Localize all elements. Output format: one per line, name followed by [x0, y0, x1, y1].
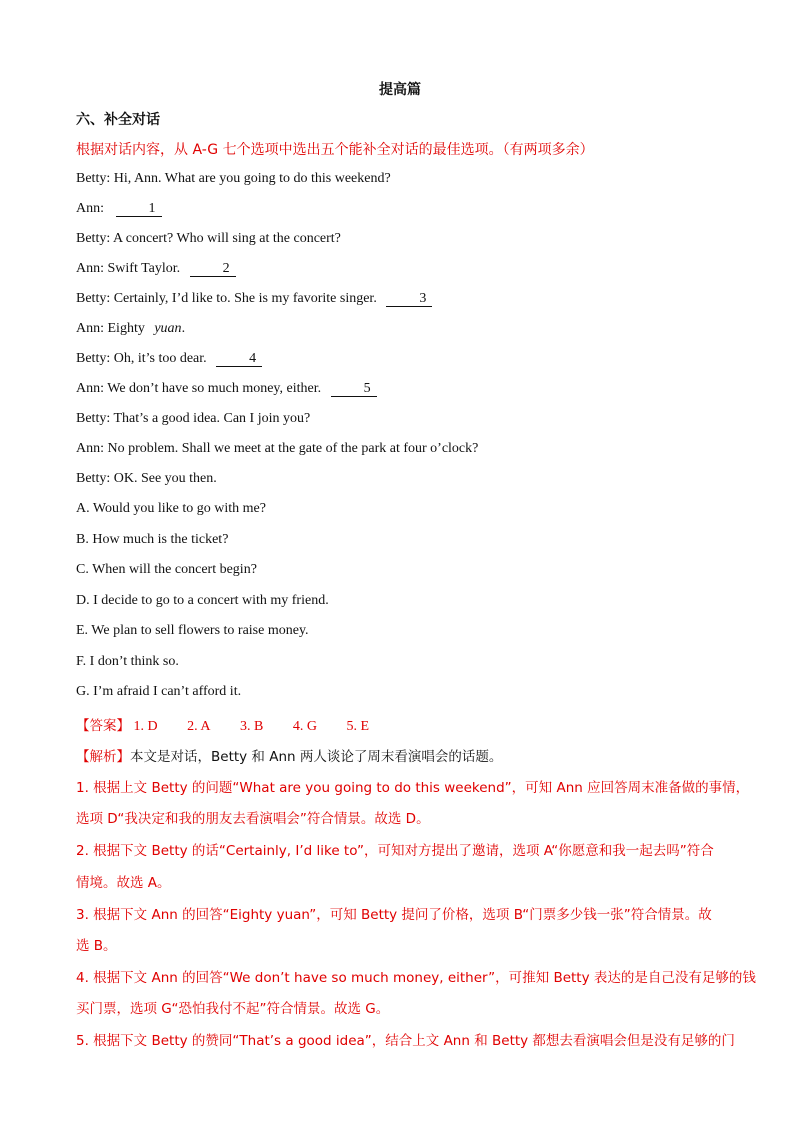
option-f: F. I don’t think so. [76, 654, 179, 669]
analysis-line: 2. 根据下文 Betty 的话“Certainly, I’d like to”，可知对方提出了邀请，选项 A“你愿意和我一起去吗”符合 [76, 843, 714, 859]
option-a: A. Would you like to go with me? [76, 501, 266, 516]
analysis-line: 4. 根据下文 Ann 的回答“We don’t have so much money, either”，可推知 Betty 表达的是自己没有足够的钱 [76, 970, 756, 986]
dialogue-line: Ann: 1 [76, 201, 162, 217]
blank-5: 5 [331, 382, 377, 397]
option-b: B. How much is the ticket? [76, 532, 229, 547]
dialogue-line: Ann: Swift Taylor. 2 [76, 261, 236, 277]
option-d: D. I decide to go to a concert with my friend. [76, 593, 329, 608]
analysis-label: 【解析】 [76, 749, 130, 765]
dialogue-line: Ann: Eighty yuan. [76, 321, 186, 336]
answer-item: 5. E [346, 719, 369, 734]
analysis-line: 买门票，选项 G“恐怕我付不起”符合情景。故选 G。 [76, 1001, 390, 1017]
dialogue-line: Betty: OK. See you then. [76, 471, 217, 486]
blank-1: 1 [116, 202, 162, 217]
answer-item: 4. G [292, 719, 317, 734]
dialogue-line: Ann: No problem. Shall we meet at the gate of the park at four o’clock? [76, 441, 479, 456]
blank-4: 4 [216, 352, 262, 367]
dialogue-line: Betty: That’s a good idea. Can I join you? [76, 411, 311, 426]
answer-line [76, 714, 395, 735]
analysis-intro: 【解析】本文是对话，Betty 和 Ann 两人谈论了周末看演唱会的话题。 [76, 749, 503, 765]
option-e: E. We plan to sell flowers to raise money. [76, 623, 309, 638]
dialogue-line: Betty: Oh, it’s too dear. 4 [76, 351, 262, 367]
page-title: 提高篇 [379, 82, 421, 98]
blank-3: 3 [386, 292, 432, 307]
dialogue-line: Ann: We don’t have so much money, either. 5 [76, 381, 377, 397]
section-title: 六、补全对话 [76, 112, 160, 128]
dialogue-line: Betty: Hi, Ann. What are you going to do this weekend? [76, 171, 391, 186]
dialogue-line: Betty: Certainly, I’d like to. She is my favorite singer. 3 [76, 291, 432, 307]
blank-2: 2 [190, 262, 236, 277]
dialogue-line: Betty: A concert? Who will sing at the concert? [76, 231, 341, 246]
answer-item: 2. A [187, 719, 211, 734]
analysis-line: 选 B。 [76, 938, 117, 954]
analysis-line: 5. 根据下文 Betty 的赞同“That’s a good idea”，结合上文 Ann 和 Betty 都想去看演唱会但是没有足够的门 [76, 1033, 735, 1049]
answer-item: 3. B [239, 719, 264, 734]
analysis-line: 选项 D“我决定和我的朋友去看演唱会”符合情景。故选 D。 [76, 811, 430, 827]
analysis-line: 1. 根据上文 Betty 的问题“What are you going to do this weekend”，可知 Ann 应回答周末准备做的事情， [76, 780, 750, 796]
answer-label: 【答案】 [76, 718, 130, 734]
analysis-line: 情境。故选 A。 [76, 875, 171, 891]
instructions: 根据对话内容，从 A-G 七个选项中选出五个能补全对话的最佳选项。（有两项多余） [76, 142, 594, 158]
answer-item: 1. D [133, 719, 158, 734]
option-g: G. I’m afraid I can’t afford it. [76, 684, 242, 699]
option-c: C. When will the concert begin? [76, 562, 257, 577]
analysis-line: 3. 根据下文 Ann 的回答“Eighty yuan”，可知 Betty 提问了价格，选项 B“门票多少钱一张”符合情景。故 [76, 907, 712, 923]
